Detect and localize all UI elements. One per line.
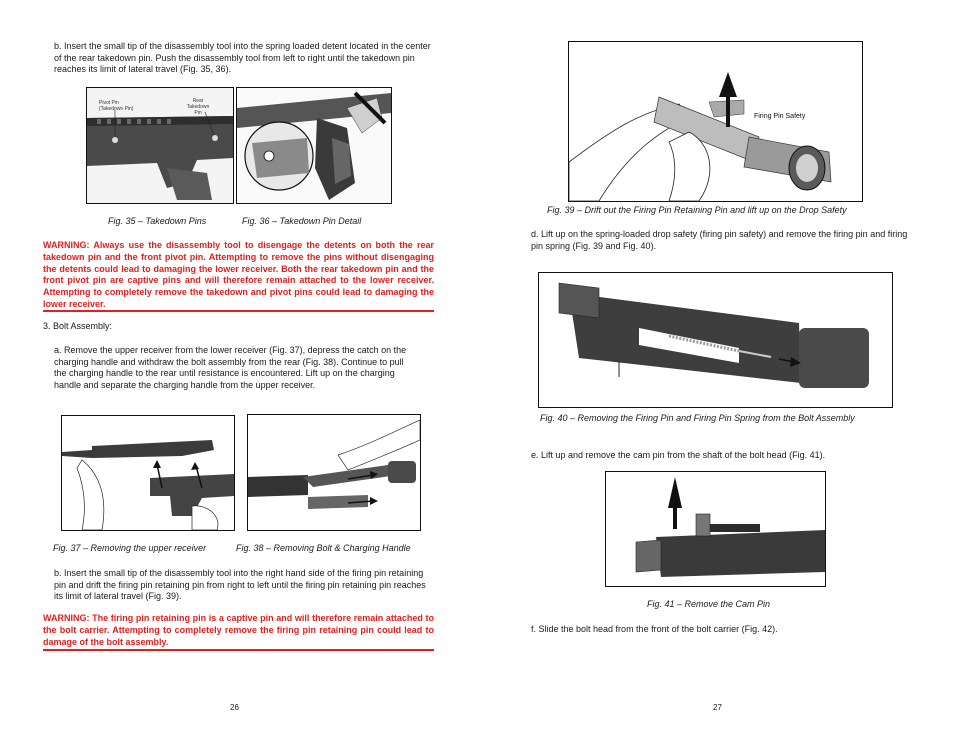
fig39-label-firing-pin-safety: Firing Pin Safety	[754, 113, 806, 120]
fig36-takedown-pin-detail-image	[236, 87, 392, 204]
fig41-remove-cam-pin-image	[605, 471, 826, 587]
right-page	[477, 0, 954, 738]
step-b-firing-pin-text: b. Insert the small tip of the disassembly tool into the right hand side of the firing pin retaining pin and drift the firing pin retaining pin from right to left until the firing pin retaining pin reaches its limit of lateral travel (Fig. 39).	[54, 568, 426, 602]
warning1-underline	[43, 310, 434, 312]
fig40-caption: Fig. 40 – Removing the Firing Pin and Firing Pin Spring from the Bolt Assembly	[540, 413, 855, 423]
warning-firing-pin-retaining-pin: WARNING: The firing pin retaining pin is a captive pin and will therefore remain attached to the bolt carrier. Attempting to completely remove the firing pin retaining pin could lead to damage of the bolt assembly.	[43, 613, 434, 647]
fig37-removing-upper-receiver-image	[61, 415, 235, 531]
bolt-assembly-heading: 3. Bolt Assembly:	[43, 321, 113, 331]
step-d-drop-safety-text: d. Lift up on the spring-loaded drop safety (firing pin safety) and remove the firing pin and firing pin spring (Fig. 39 and Fig. 40).	[531, 229, 908, 251]
step-e-cam-pin-text: e. Lift up and remove the cam pin from the shaft of the bolt head (Fig. 41).	[531, 450, 826, 460]
fig35-label-rear-takedown-pin: Rear Takedown Pin	[186, 98, 210, 116]
warning-takedown-pins: WARNING: Always use the disassembly tool to disengage the detents on both the rear takedown pin and the front pivot pin. Attempting to remove the pins without disengaging the detents could lead to damaging the lower receiver. Both the rear takedown pin and the front pivot pin are captive pins and will therefore remain attached to the lower receiver. Attempting to completely remove the takedown and pivot pins could lead to damaging the lower receiver.	[43, 240, 434, 309]
page-number-right: 27	[713, 703, 722, 712]
step-f-bolt-head-text: f. Slide the bolt head from the front of the bolt carrier (Fig. 42).	[531, 624, 778, 634]
fig38-removing-bolt-charging-handle-image	[247, 414, 421, 531]
fig39-firing-pin-safety-image	[568, 41, 863, 202]
step-b-takedown-text: b. Insert the small tip of the disassembly tool into the spring loaded detent located in the center of the rear takedown pin. Push the disassembly tool from left to right until the takedown pin reaches its limit of lateral travel (Fig. 35, 36).	[54, 41, 431, 75]
fig38-caption: Fig. 38 – Removing Bolt & Charging Handle	[236, 543, 411, 553]
fig41-caption: Fig. 41 – Remove the Cam Pin	[647, 599, 771, 609]
fig35-label-pivot-pin: Pivot Pin (Takedown Pin)	[99, 100, 134, 112]
fig40-removing-firing-pin-image	[538, 272, 893, 408]
fig35-takedown-pins-image	[86, 87, 234, 204]
step-a-upper-receiver-text: a. Remove the upper receiver from the lower receiver (Fig. 37), depress the catch on the charging handle and withdraw the bolt assembly from the rear (Fig. 38). Continue to pull the charging handle to the rear until resistance is encountered. Lift up on the charging handle and separate the charging handle from the upper receiver.	[54, 345, 407, 390]
page-number-left: 26	[230, 703, 239, 712]
warning2-underline	[43, 649, 434, 651]
fig37-caption: Fig. 37 – Removing the upper receiver	[53, 543, 207, 553]
fig36-caption: Fig. 36 – Takedown Pin Detail	[242, 216, 362, 226]
fig35-caption: Fig. 35 – Takedown Pins	[108, 216, 207, 226]
fig39-caption: Fig. 39 – Drift out the Firing Pin Retaining Pin and lift up on the Drop Safety	[547, 205, 847, 215]
